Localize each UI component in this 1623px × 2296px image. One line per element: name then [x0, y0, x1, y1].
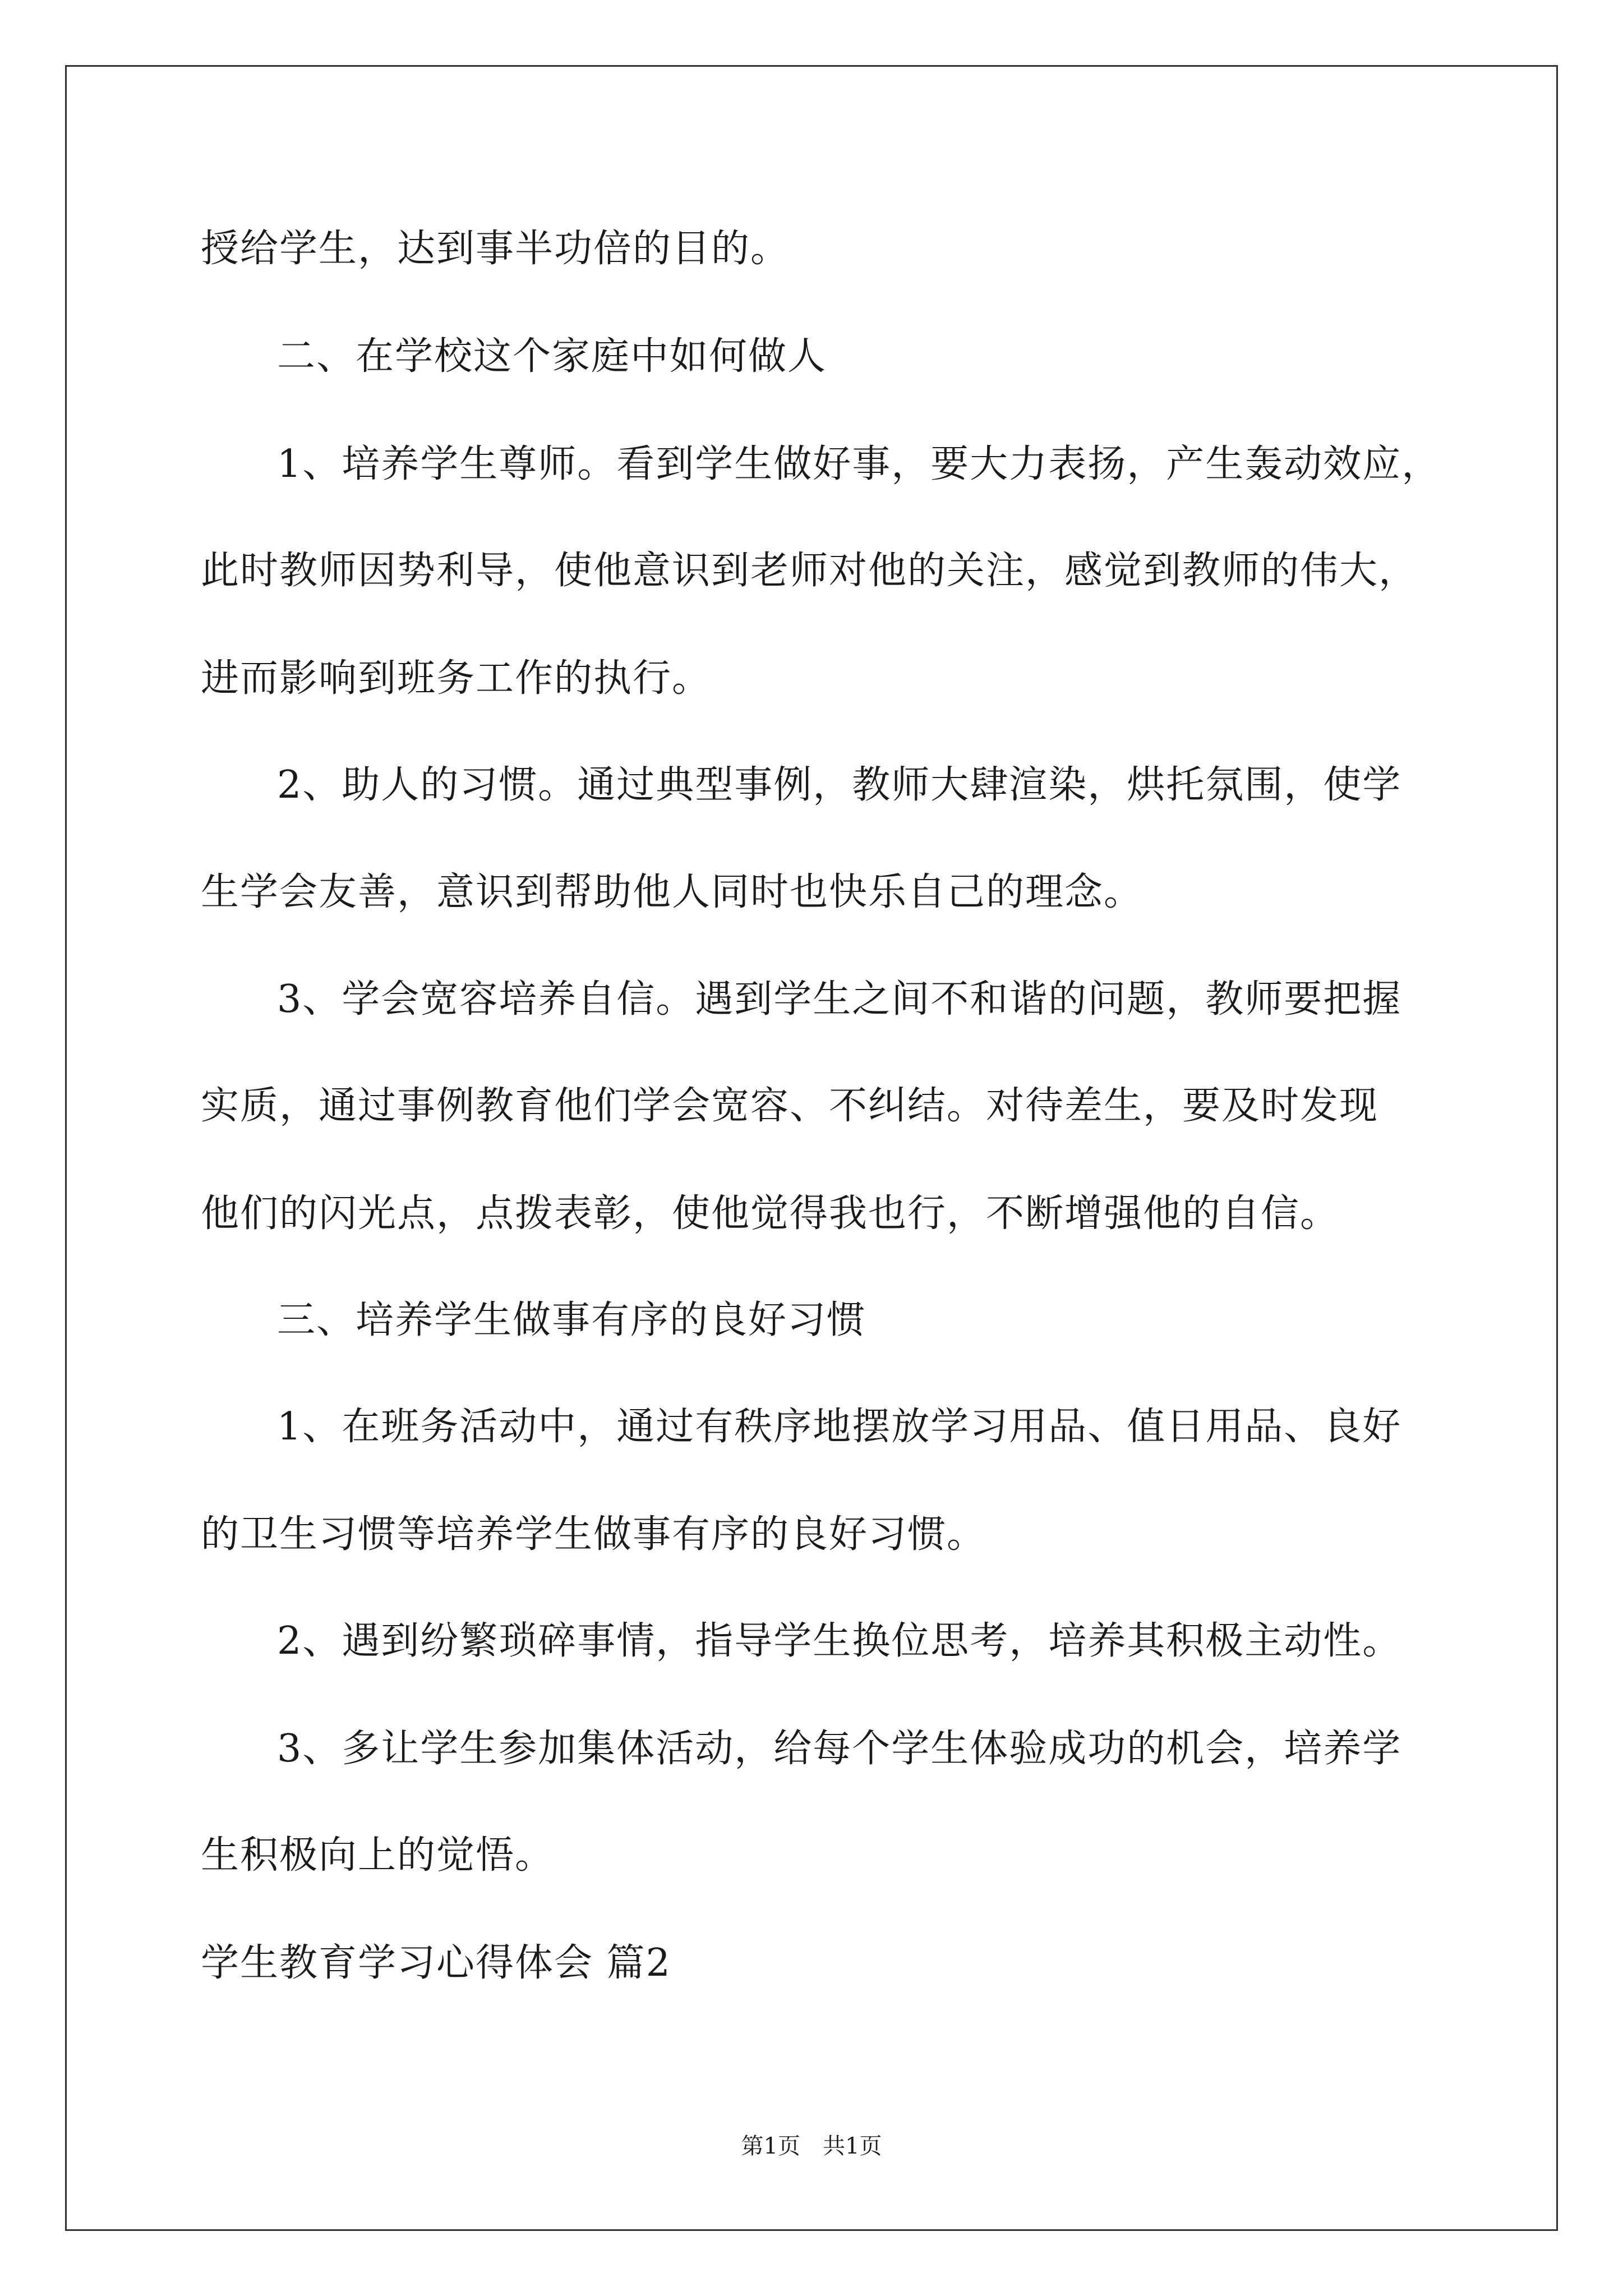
text-line: 1、培养学生尊师。看到学生做好事，要大力表扬，产生轰动效应， [277, 442, 1441, 486]
page-footer: 第1页 共1页 [741, 2133, 882, 2159]
text-line: 2、助人的习惯。通过典型事例，教师大肆渲染，烘托氛围，使学 [277, 763, 1402, 807]
article-title: 学生教育学习心得体会 篇2 [201, 1941, 671, 1985]
text-line: 3、学会宽容培养自信。遇到学生之间不和谐的问题，教师要把握 [277, 977, 1402, 1022]
text-line: 3、多让学生参加集体活动，给每个学生体验成功的机会，培养学 [277, 1727, 1402, 1771]
text-line: 此时教师因势利导，使他意识到老师对他的关注，感觉到教师的伟大， [201, 549, 1418, 593]
text-line: 2、遇到纷繁琐碎事情，指导学生换位思考，培养其积极主动性。 [277, 1619, 1402, 1663]
text-line: 生积极向上的觉悟。 [201, 1833, 555, 1878]
page-frame [65, 65, 1558, 2231]
section-heading: 三、培养学生做事有序的良好习惯 [277, 1298, 866, 1342]
section-heading: 二、在学校这个家庭中如何做人 [277, 334, 827, 379]
text-line: 他们的闪光点，点拨表彰，使他觉得我也行，不断增强他的自信。 [201, 1191, 1340, 1236]
text-line: 实质，通过事例教育他们学会宽容、不纠结。对待差生，要及时发现 [201, 1084, 1379, 1128]
text-line: 授给学生，达到事半功倍的目的。 [201, 227, 790, 271]
text-line: 进而影响到班务工作的执行。 [201, 656, 712, 701]
text-line: 1、在班务活动中，通过有秩序地摆放学习用品、值日用品、良好 [277, 1405, 1402, 1449]
text-line: 的卫生习惯等培养学生做事有序的良好习惯。 [201, 1512, 986, 1557]
text-line: 生学会友善，意识到帮助他人同时也快乐自己的理念。 [201, 870, 1144, 914]
